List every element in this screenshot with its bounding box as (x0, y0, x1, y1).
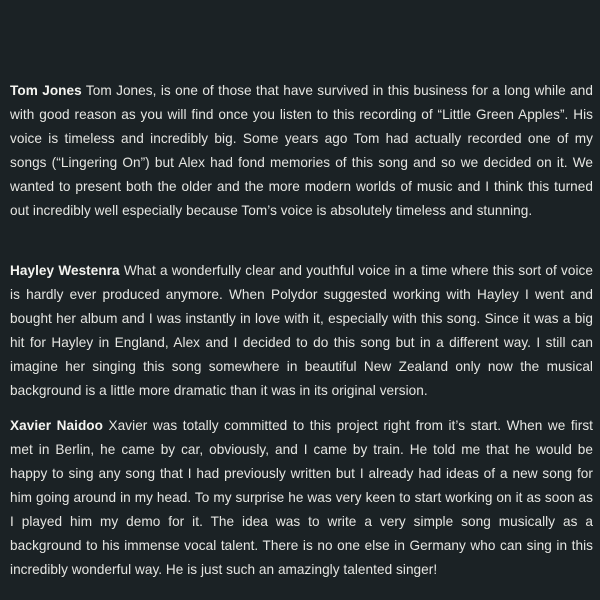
paragraph-text: Xavier was totally committed to this project right from it’s start. When we first met in Berlin, he came by car, obviously, and I came by train. He told me that he would be happy to sing any song that I had previously written but I already had ideas of a new song for him going around in my head. To my surprise he was very keen to start working on it as soon as I played him my demo for it. The idea was to write a very simple song musically as a background to his immense vocal talent. There is no one else in Germany who can sing in this incredibly wonderful way. He is just such an amazingly talented singer! (10, 418, 594, 577)
artist-name: Tom Jones (10, 83, 82, 98)
paragraph-tom-jones (10, 79, 593, 223)
artist-name: Hayley Westenra (10, 263, 120, 278)
paragraph-text: What a wonderfully clear and youthful voice in a time where this sort of voice is hardly ever produced anymore. When Polydor suggested working with Hayley I went and bought her album and I was instantly in love with it, especially with this song. Since it was a big hit for Hayley in England, Alex and I decided to do this song but in a different way. I still can imagine her singing this song somewhere in beautiful New Zealand only now the musical background is a little more dramatic than it was in its original version. (10, 263, 594, 398)
paragraph-xavier-naidoo (10, 414, 593, 582)
paragraph-text: Tom Jones, is one of those that have survived in this business for a long while and with good reason as you will find once you listen to this recording of “Little Green Apples”. His voice is timeless and incredibly big. Some years ago Tom had actually recorded one of my songs (“Lingering On”) but Alex had fond memories of this song and so we decided on it. We wanted to present both the older and the more modern worlds of music and I think this turned out incredibly well especially because Tom’s voice is absolutely timeless and stunning. (10, 83, 593, 218)
artist-name: Xavier Naidoo (10, 418, 104, 433)
paragraph-hayley-westenra (10, 259, 593, 403)
